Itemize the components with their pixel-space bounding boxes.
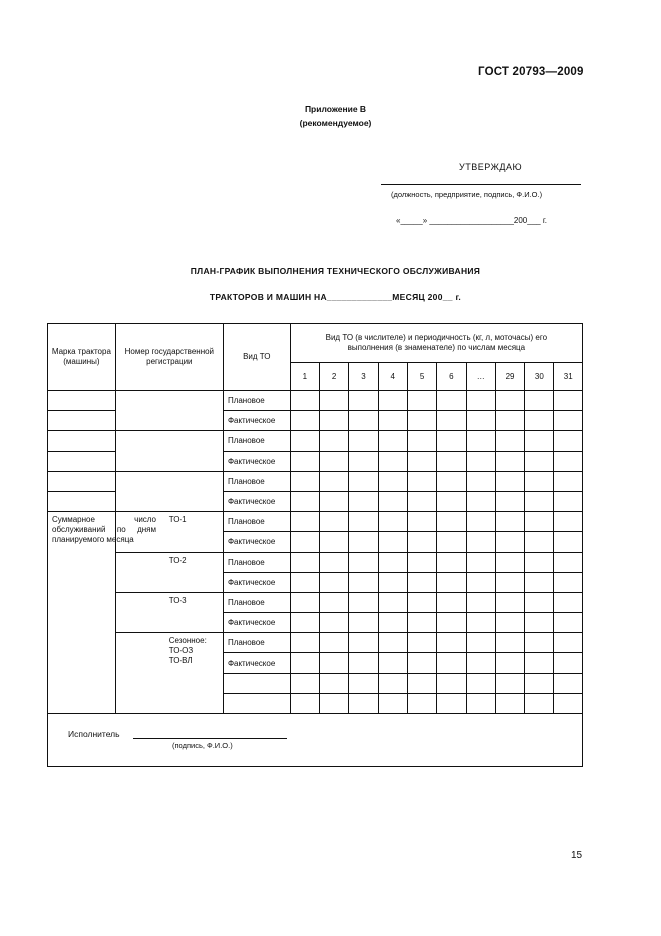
to1-label: ТО-1	[115, 512, 223, 552]
maintenance-schedule-table	[47, 323, 583, 767]
actual-label: Фактическое	[223, 411, 290, 431]
planned-label: Плановое	[223, 471, 290, 491]
day-header: 29	[495, 363, 524, 391]
approval-title: УТВЕРЖДАЮ	[459, 162, 523, 172]
planned-label: Плановое	[223, 633, 290, 653]
document-title-line1: ПЛАН-ГРАФИК ВЫПОЛНЕНИЯ ТЕХНИЧЕСКОГО ОБСЛУЖИВАНИЯ	[190, 266, 481, 276]
empty-type-cell[interactable]	[223, 673, 290, 693]
seasonal-label-line1: Сезонное:	[168, 636, 207, 646]
table-row	[48, 431, 583, 451]
standard-number: ГОСТ 20793—2009	[478, 66, 584, 78]
brand-cell[interactable]	[48, 431, 116, 451]
seasonal-label-line2: ТО-ОЗ	[168, 646, 194, 656]
approval-caption: (должность, предприятие, подпись, Ф.И.О.)	[391, 190, 543, 199]
header-registration: Номер государственной регистрации	[115, 324, 223, 391]
executor-label: Исполнитель	[68, 729, 120, 739]
to3-label: ТО-3	[115, 592, 223, 632]
executor-caption: (подпись, Ф.И.О.)	[172, 741, 233, 750]
approval-date-line: «_____» ___________________200___ г.	[396, 216, 547, 225]
planned-label: Плановое	[223, 391, 290, 411]
summary-label: Суммарное число обслуживаний по дням планируемого месяца	[52, 515, 156, 545]
executor-signature-line[interactable]	[133, 729, 287, 739]
appendix-title: Приложение В	[304, 104, 367, 114]
approval-signature-line	[381, 176, 581, 185]
day-header: …	[466, 363, 495, 391]
day-header: 5	[407, 363, 436, 391]
planned-label: Плановое	[223, 431, 290, 451]
registration-cell[interactable]	[115, 471, 223, 511]
seasonal-label	[115, 633, 223, 714]
actual-label: Фактическое	[223, 613, 290, 633]
actual-label: Фактическое	[223, 532, 290, 552]
table-row	[48, 512, 583, 532]
day-header: 1	[290, 363, 319, 391]
table-row	[48, 552, 583, 572]
planned-label: Плановое	[223, 552, 290, 572]
registration-cell[interactable]	[115, 391, 223, 431]
summary-cell	[48, 512, 156, 714]
header-maintenance-type: Вид ТО	[223, 324, 290, 391]
brand-cell[interactable]	[48, 491, 116, 511]
brand-cell[interactable]	[48, 411, 116, 431]
day-header: 31	[554, 363, 583, 391]
header-brand: Марка трактора (машины)	[48, 324, 116, 391]
planned-label: Плановое	[223, 592, 290, 612]
planned-label: Плановое	[223, 512, 290, 532]
day-header: 4	[378, 363, 407, 391]
seasonal-label-line3: ТО-ВЛ	[168, 656, 193, 666]
brand-cell[interactable]	[48, 451, 116, 471]
empty-type-cell[interactable]	[223, 693, 290, 713]
actual-label: Фактическое	[223, 572, 290, 592]
day-header: 30	[525, 363, 554, 391]
actual-label: Фактическое	[223, 653, 290, 673]
header-periodicity: Вид ТО (в числителе) и периодичность (кг, л, моточасы) его выполнения (в знаменателе) по числам месяца	[290, 324, 582, 363]
actual-label: Фактическое	[223, 451, 290, 471]
brand-cell[interactable]	[48, 471, 116, 491]
day-header: 6	[437, 363, 466, 391]
executor-cell	[48, 714, 583, 767]
table-row	[48, 391, 583, 411]
page-number: 15	[571, 850, 583, 861]
appendix-status: (рекомендуемое)	[299, 118, 372, 128]
brand-cell[interactable]	[48, 391, 116, 411]
document-title-line2: ТРАКТОРОВ И МАШИН НА_____________МЕСЯЦ 200__ г.	[209, 292, 462, 302]
table-row	[48, 633, 583, 653]
to2-label: ТО-2	[115, 552, 223, 592]
actual-label: Фактическое	[223, 491, 290, 511]
day-header: 3	[349, 363, 378, 391]
registration-cell[interactable]	[115, 431, 223, 471]
table-row	[48, 471, 583, 491]
day-header: 2	[319, 363, 348, 391]
table-row	[48, 592, 583, 612]
